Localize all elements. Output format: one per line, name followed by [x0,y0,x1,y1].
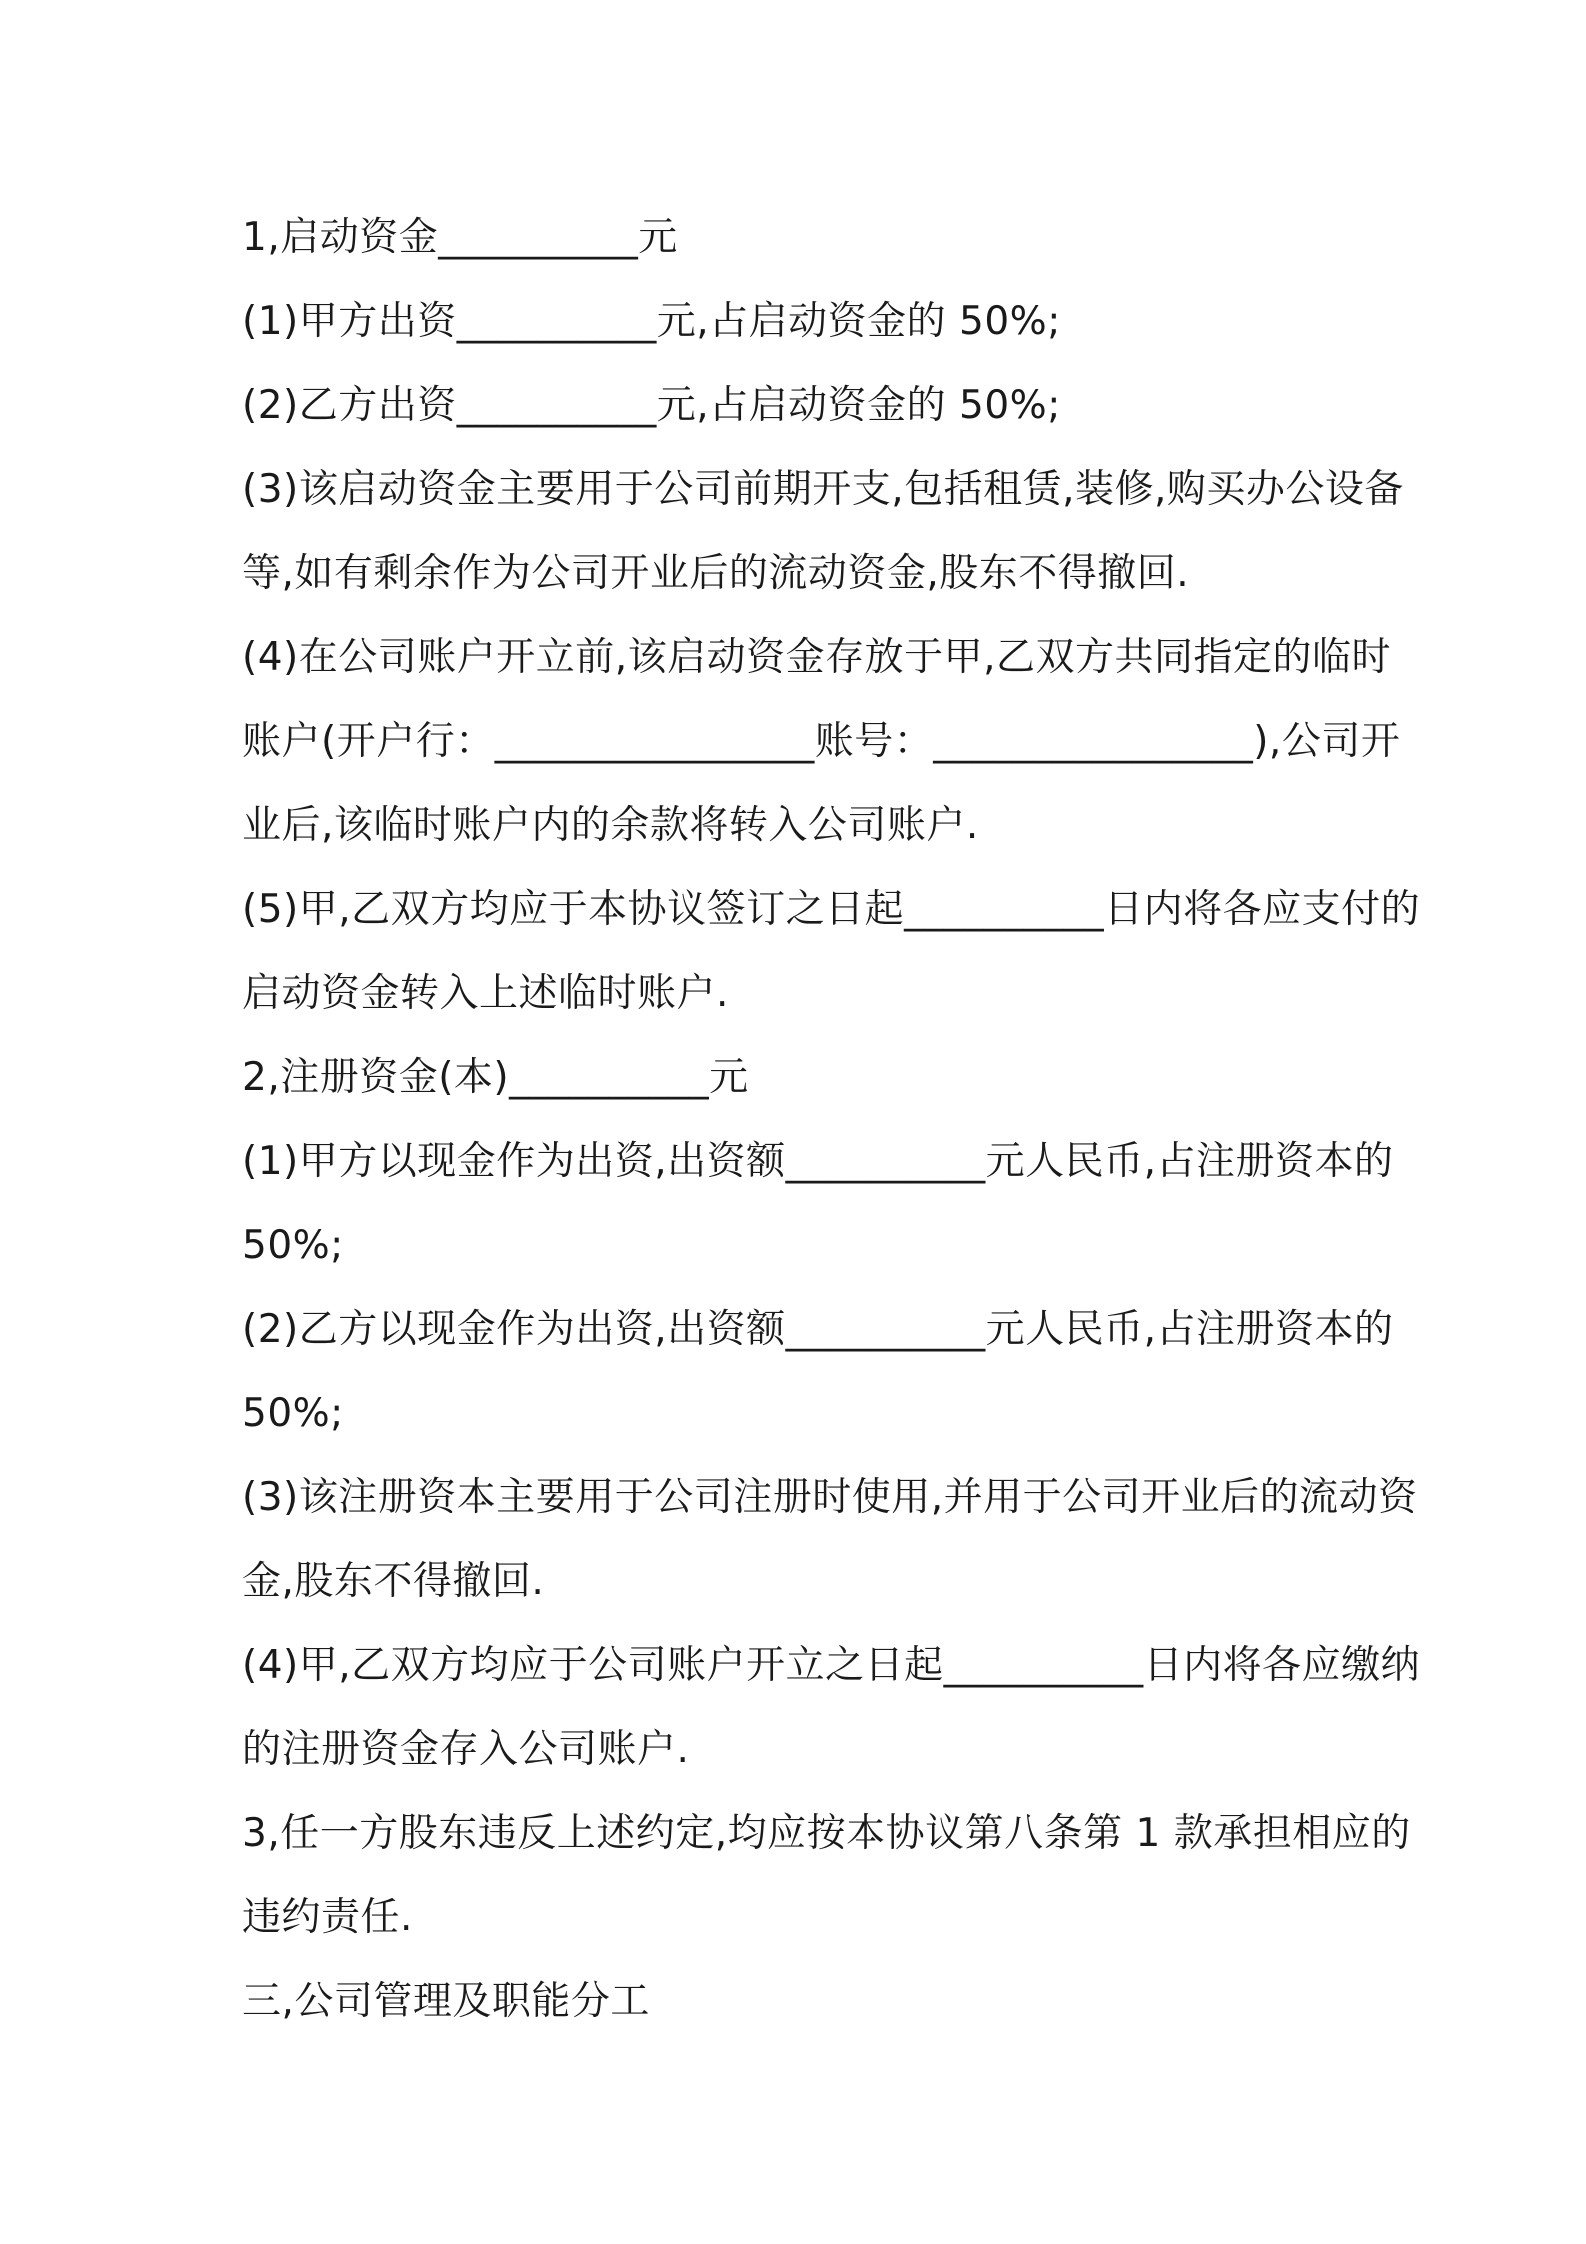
clause-registered-party-a: (1)甲方以现金作为出资,出资额__________元人民币,占注册资本的 [242,1139,1394,1184]
clause-registered-usage: (3)该注册资本主要用于公司注册时使用,并用于公司开业后的流动资 [242,1475,1418,1520]
clause-start-capital-party-b: (2)乙方出资__________元,占启动资金的 50%; [242,383,1061,428]
clause-breach-liability-cont: 违约责任. [242,1895,413,1940]
clause-transfer-deadline-cont: 启动资金转入上述临时账户. [242,971,729,1016]
clause-start-capital-party-a: (1)甲方出资__________元,占启动资金的 50%; [242,299,1061,344]
clause-temporary-account-details: 账户(开户行：________________账号：________________),公司开 [242,719,1401,764]
clause-registered-usage-cont: 金,股东不得撤回. [242,1559,545,1604]
clause-registered-party-b-cont: 50%; [242,1391,344,1436]
document-body [242,196,1421,2044]
clause-registered-deposit-cont: 的注册资金存入公司账户. [242,1727,690,1772]
clause-breach-liability: 3,任一方股东违反上述约定,均应按本协议第八条第 1 款承担相应的 [242,1811,1411,1856]
clause-registered-deposit: (4)甲,乙双方均应于公司账户开立之日起__________日内将各应缴纳 [242,1643,1421,1688]
clause-registered-party-b: (2)乙方以现金作为出资,出资额__________元人民币,占注册资本的 [242,1307,1394,1352]
clause-start-capital-usage-cont: 等,如有剩余作为公司开业后的流动资金,股东不得撤回. [242,551,1190,596]
clause-start-capital: 1,启动资金__________元 [242,215,678,260]
clause-registered-party-a-cont: 50%; [242,1223,344,1268]
clause-registered-capital: 2,注册资金(本)__________元 [242,1055,749,1100]
clause-temporary-account: (4)在公司账户开立前,该启动资金存放于甲,乙双方共同指定的临时 [242,635,1392,680]
clause-temporary-account-cont: 业后,该临时账户内的余款将转入公司账户. [242,803,979,848]
clause-start-capital-usage: (3)该启动资金主要用于公司前期开支,包括租赁,装修,购买办公设备 [242,467,1404,512]
section-heading-management: 三,公司管理及职能分工 [242,1979,650,2024]
clause-transfer-deadline: (5)甲,乙双方均应于本协议签订之日起__________日内将各应支付的 [242,887,1421,932]
